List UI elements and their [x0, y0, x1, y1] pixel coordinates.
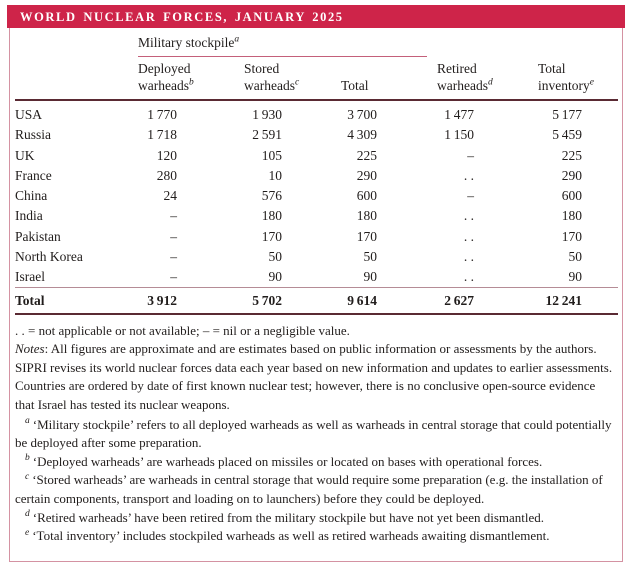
- deployed-warheads-cell: –: [170, 249, 177, 265]
- col-header-inventory: Total inventory$^e$: [538, 57, 618, 100]
- footnote-e: [15, 527, 618, 546]
- col-header-total: Total: [341, 57, 437, 100]
- stockpile-total-cell: 290: [356, 167, 377, 183]
- retired-warheads-cell: . .: [463, 208, 474, 224]
- col-header-deployed: Deployed warheads$^b$: [138, 57, 244, 100]
- table-row: [15, 206, 618, 226]
- notes-text: : All figures are approximate and are estimates based on public information or assessments by the authors. SIPRI revises its world nuclear forces data each year based on new information and updates to earlier assessments. Countries are ordered by date of first known nuclear test; however, there is no conclusive open-source evidence that Israel has tested its nuclear weapons.: [15, 341, 613, 413]
- stockpile-total-cell: 225: [356, 147, 377, 163]
- stockpile-total-cell: 3 700: [347, 107, 377, 122]
- legend-text: . . = not applicable or not available; – = nil or a negligible value.: [15, 323, 350, 339]
- country-cell: North Korea: [15, 249, 83, 265]
- footnote-a-text: ‘Military stockpile’ refers to all deployed warheads as well as warheads in central storage that could potentially be deployed after some preparation.: [15, 416, 612, 451]
- deployed-warheads-cell: –: [170, 228, 177, 244]
- footnotes: [15, 416, 618, 546]
- deployed-warheads-cell: 120: [156, 147, 177, 163]
- table-row: [15, 186, 618, 206]
- col-header-country: [15, 57, 138, 100]
- stored-warheads-cell: 180: [261, 208, 282, 224]
- footnote-marker-c: c: [294, 77, 300, 88]
- group-header-row: [15, 32, 618, 57]
- table-title-banner: [7, 5, 625, 28]
- column-header-row: [15, 57, 618, 100]
- footnote-b-marker: b: [25, 453, 30, 464]
- footnote-d-text: ‘Retired warheads’ have been retired from the military stockpile but have not yet been dismantled.: [32, 509, 545, 525]
- stored-warheads-cell: 1 930: [252, 107, 282, 122]
- footnote-a-marker: a: [25, 416, 30, 427]
- notes-label: Notes: [15, 341, 45, 357]
- deployed-warheads-cell: 24: [163, 188, 177, 204]
- deployed-warheads-cell: 280: [156, 167, 177, 183]
- table-card: [9, 28, 623, 562]
- footnote-marker-d: d: [487, 77, 493, 88]
- total-inventory-cell: 290: [561, 167, 582, 183]
- country-cell: Russia: [15, 127, 52, 143]
- stored-warheads-cell: 10: [268, 167, 282, 183]
- retired-warheads-cell: . .: [463, 167, 474, 183]
- total-inventory: 12 241: [538, 288, 618, 315]
- corner-cell: [15, 32, 138, 57]
- stockpile-total-cell: 180: [356, 208, 377, 224]
- country-cell: China: [15, 188, 48, 204]
- table-row: [15, 247, 618, 267]
- footnote-d-marker: d: [25, 509, 30, 520]
- total-deployed: 3 912: [138, 288, 244, 315]
- retired-warheads-cell: –: [467, 147, 474, 163]
- stockpile-total-cell: 170: [356, 228, 377, 244]
- group-header-military-stockpile: [138, 32, 437, 57]
- country-cell: USA: [15, 107, 43, 122]
- retired-warheads-cell: . .: [463, 228, 474, 244]
- table-row: [15, 226, 618, 246]
- stockpile-total-cell: 90: [363, 269, 377, 285]
- total-inventory-cell: 5 177: [552, 107, 582, 122]
- col-header-stored: Stored warheads$^c$: [244, 57, 341, 100]
- country-cell: UK: [15, 147, 35, 163]
- total-inventory-cell: 90: [568, 269, 582, 285]
- table-row: [15, 166, 618, 186]
- stored-warheads-cell: 50: [268, 249, 282, 265]
- total-stored: 5 702: [244, 288, 341, 315]
- deployed-warheads-cell: 1 718: [147, 127, 177, 143]
- retired-warheads-cell: 1 150: [444, 127, 474, 143]
- footnote-c-marker: c: [25, 472, 30, 483]
- group-header-underline: [138, 35, 427, 57]
- footnote-e-text: ‘Total inventory’ includes stockpiled warheads as well as retired warheads awaiting dismantlement.: [32, 528, 550, 544]
- table-header: [15, 32, 618, 100]
- footnote-c: [15, 471, 618, 508]
- country-cell: India: [15, 208, 43, 224]
- footnote-b-text: ‘Deployed warheads’ are warheads placed on missiles or located on bases with operational forces.: [32, 453, 543, 469]
- total-total: 9 614: [341, 288, 437, 315]
- total-row: [15, 288, 618, 315]
- stored-warheads-cell: 576: [261, 188, 282, 204]
- stockpile-total-cell: 600: [356, 188, 377, 204]
- deployed-warheads-cell: –: [170, 269, 177, 285]
- footnote-marker-a: a: [234, 34, 240, 45]
- footnote-marker-e: e: [589, 77, 594, 88]
- country-cell: Israel: [15, 269, 45, 285]
- stored-warheads-cell: 90: [268, 269, 282, 285]
- total-inventory-cell: 600: [561, 188, 582, 204]
- retired-warheads-cell: 1 477: [444, 107, 474, 122]
- footnote-c-text: ‘Stored warheads’ are warheads in central storage that would require some preparation (e.g. the installation of certain components, transport and loading on to launchers) before they could be deployed.: [15, 472, 603, 506]
- deployed-warheads-cell: –: [170, 208, 177, 224]
- deployed-warheads-cell: 1 770: [147, 107, 177, 122]
- col-header-retired: Retired warheads$^d$: [437, 57, 538, 100]
- group-header-spacer: [437, 32, 618, 57]
- stored-warheads-cell: 105: [261, 147, 282, 163]
- table-title: WORLD NUCLEAR FORCES, JANUARY 2025: [20, 10, 344, 24]
- stockpile-total-cell: 4 309: [347, 127, 377, 143]
- total-inventory-cell: 5 459: [552, 127, 582, 143]
- total-retired: 2 627: [437, 288, 538, 315]
- group-header-label: Military stockpile: [138, 35, 235, 50]
- country-cell: France: [15, 167, 52, 183]
- table-row: [15, 145, 618, 165]
- footnote-b: [15, 453, 618, 472]
- table-body: [15, 100, 618, 314]
- total-inventory-cell: 225: [561, 147, 582, 163]
- table-row: [15, 100, 618, 125]
- table-row: [15, 125, 618, 145]
- table-row: [15, 267, 618, 288]
- footnote-marker-b: b: [188, 77, 194, 88]
- country-cell: Pakistan: [15, 228, 61, 244]
- retired-warheads-cell: . .: [463, 249, 474, 265]
- stockpile-total-cell: 50: [363, 249, 377, 265]
- footnote-d: [15, 509, 618, 528]
- nuclear-forces-table: [15, 32, 618, 315]
- total-inventory-cell: 180: [561, 208, 582, 224]
- total-inventory-cell: 170: [561, 228, 582, 244]
- retired-warheads-cell: –: [467, 188, 474, 204]
- stored-warheads-cell: 170: [261, 228, 282, 244]
- footnote-e-marker: e: [25, 527, 30, 538]
- notes-paragraph: [15, 340, 618, 414]
- footnote-a: [15, 416, 618, 453]
- total-inventory-cell: 50: [568, 249, 582, 265]
- total-label: Total: [15, 288, 138, 315]
- stored-warheads-cell: 2 591: [252, 127, 282, 143]
- retired-warheads-cell: . .: [463, 269, 474, 285]
